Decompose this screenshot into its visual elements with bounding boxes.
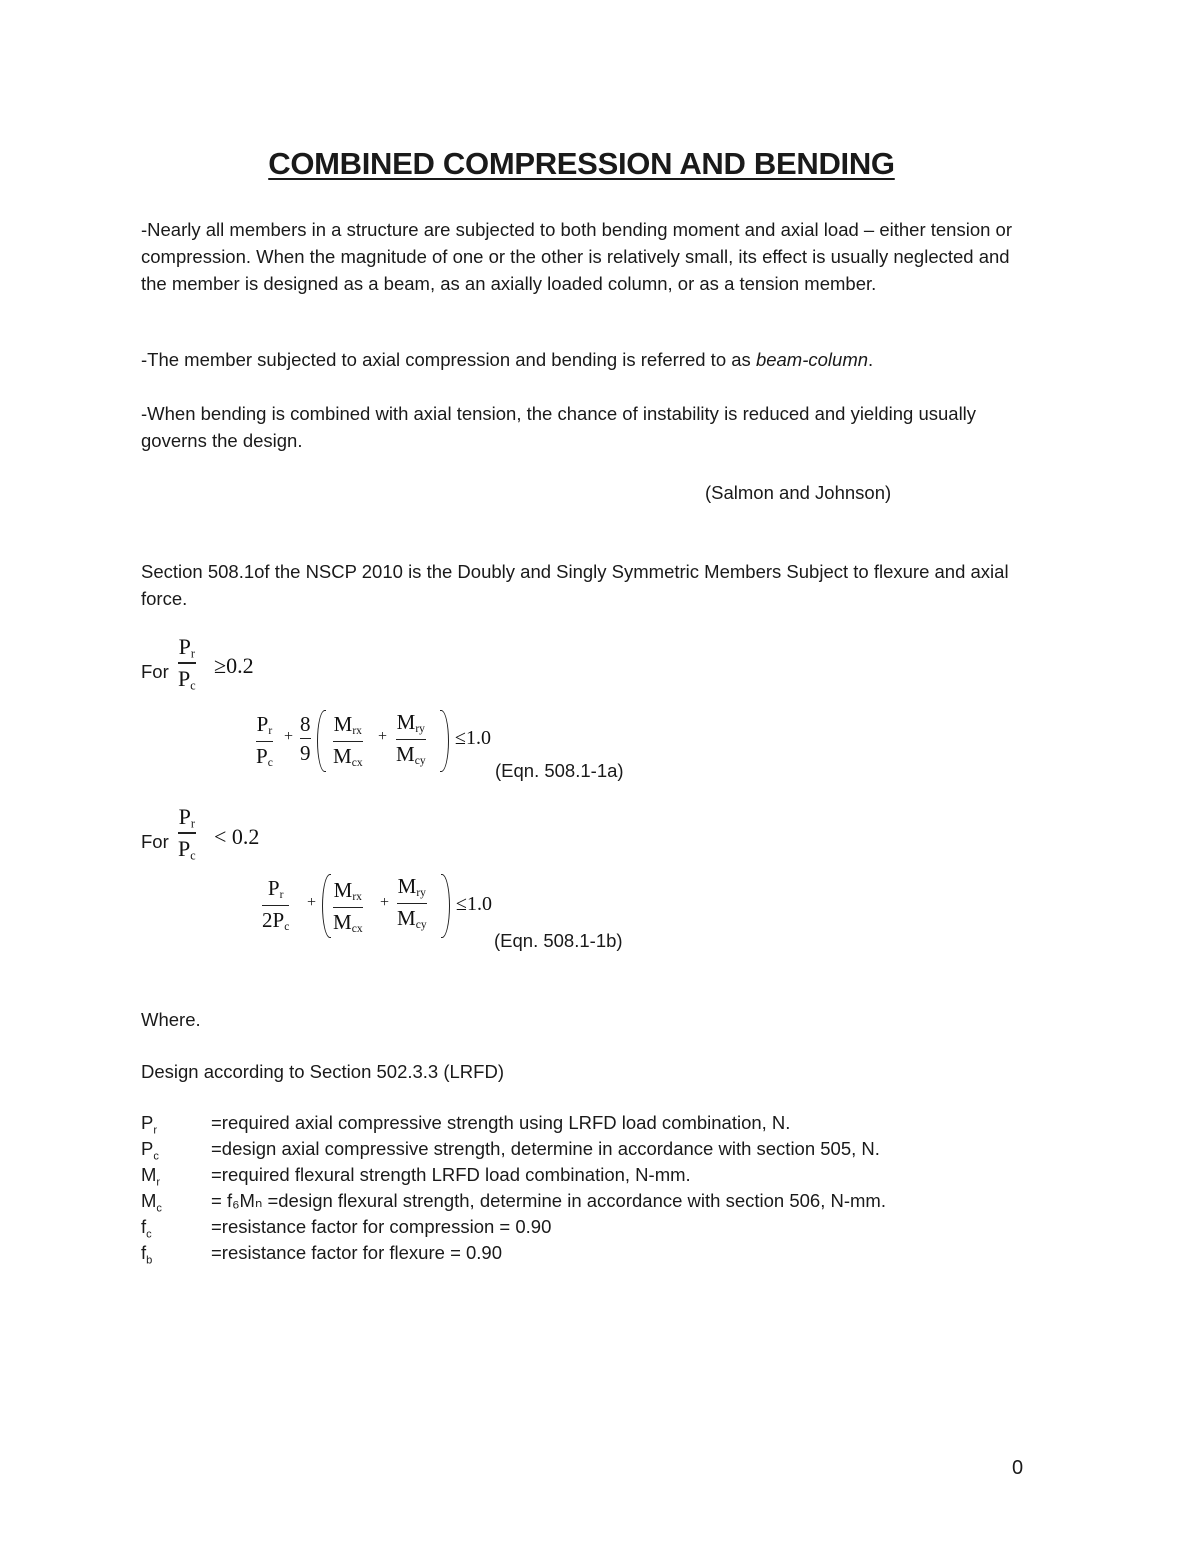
definition-symbol: $M_r$ xyxy=(141,1164,161,1189)
eq2-pr-2pc-fraction: $P_r$ $2P_c$ xyxy=(262,876,290,934)
eq2-my-fraction: $M_{ry}$ $M_{cy}$ xyxy=(397,874,427,932)
tension-paragraph: -When bending is combined with axial tension, the chance of instability is reduced and yielding usually governs the design. xyxy=(141,403,977,451)
definition-text: = f₆Mₙ =design flexural strength, determine in accordance with section 506, N-mm. xyxy=(211,1190,886,1211)
intro-paragraph: -Nearly all members in a structure are subjected to both bending moment and axial load – either tension or compression. When the magnitude of one or the other is relatively small, its effect is usually neglected and the member is designed as a beam, as an axially loaded column, or as a tension member. xyxy=(141,219,1012,294)
definition-text: =resistance factor for compression = 0.90 xyxy=(211,1216,552,1237)
beam-column-text-suffix: . xyxy=(868,349,874,370)
beam-column-text-prefix: -The member subjected to axial compression and bending is referred to as xyxy=(141,349,756,370)
definition-symbol: $P_c$ xyxy=(141,1138,159,1163)
definition-text: =required flexural strength LRFD load combination, N-mm. xyxy=(211,1164,691,1185)
eq2-left-paren xyxy=(322,874,331,938)
section-paragraph: Section 508.1of the NSCP 2010 is the Doubly and Singly Symmetric Members Subject to flexure and axial force. xyxy=(141,561,1009,609)
eq1-left-paren xyxy=(317,710,326,772)
definition-text: =design axial compressive strength, determine in accordance with section 505, N. xyxy=(211,1138,880,1159)
definition-symbol: $P_r$ xyxy=(141,1112,158,1137)
beam-column-term: beam-column xyxy=(755,349,869,370)
eq1-limit: ≤1.0 xyxy=(455,727,491,749)
page-number: 0 xyxy=(1012,1457,1024,1479)
eq1-my-fraction: $M_{ry}$ $M_{cy}$ xyxy=(396,710,426,768)
definition-text: =resistance factor for flexure = 0.90 xyxy=(211,1242,503,1263)
definition-text: =required axial compressive strength using LRFD load combination, N. xyxy=(211,1112,791,1133)
ratio-fraction-2: $P_r$ $P_c$ xyxy=(178,804,196,863)
where-label: Where. xyxy=(141,1009,201,1030)
eq1-8-9-fraction: 8 9 xyxy=(300,712,311,766)
page-title: COMBINED COMPRESSION AND BENDING xyxy=(268,146,895,181)
beam-column-paragraph xyxy=(141,346,1021,373)
definition-symbol: $f_c$ xyxy=(141,1216,152,1241)
eq1-plus-1: + xyxy=(284,728,294,745)
eq2-plus-2: + xyxy=(380,894,390,911)
eq2-mx-fraction: $M_{rx}$ $M_{cx}$ xyxy=(333,878,363,936)
eq1-pr-pc-fraction: $P_r$ $P_c$ xyxy=(256,712,273,770)
eq2-plus-1: + xyxy=(307,894,317,911)
definition-symbol: $f_b$ xyxy=(141,1242,153,1267)
eq1-mx-fraction: $M_{rx}$ $M_{cx}$ xyxy=(333,712,363,770)
design-note: Design according to Section 502.3.3 (LRFD) xyxy=(141,1061,504,1082)
citation: (Salmon and Johnson) xyxy=(705,482,892,503)
condition-ge-0.2: ≥0.2 xyxy=(214,653,254,678)
for-label-1: For xyxy=(141,661,169,682)
fraction-denominator: $P_c$ xyxy=(178,665,196,693)
definition-symbol: $M_c$ xyxy=(141,1190,162,1215)
eq1-plus-2: + xyxy=(378,728,388,745)
eq2-right-paren xyxy=(441,874,450,938)
fraction-numerator: $P_r$ xyxy=(178,634,195,661)
condition-lt-0.2: < 0.2 xyxy=(214,824,260,849)
eq1-label: (Eqn. 508.1-1a) xyxy=(495,760,624,781)
eq2-limit: ≤1.0 xyxy=(456,893,492,915)
for-label-2: For xyxy=(141,831,169,852)
eq2-label: (Eqn. 508.1-1b) xyxy=(494,930,623,951)
ratio-fraction-1 xyxy=(178,636,196,691)
eq1-right-paren xyxy=(440,710,449,772)
